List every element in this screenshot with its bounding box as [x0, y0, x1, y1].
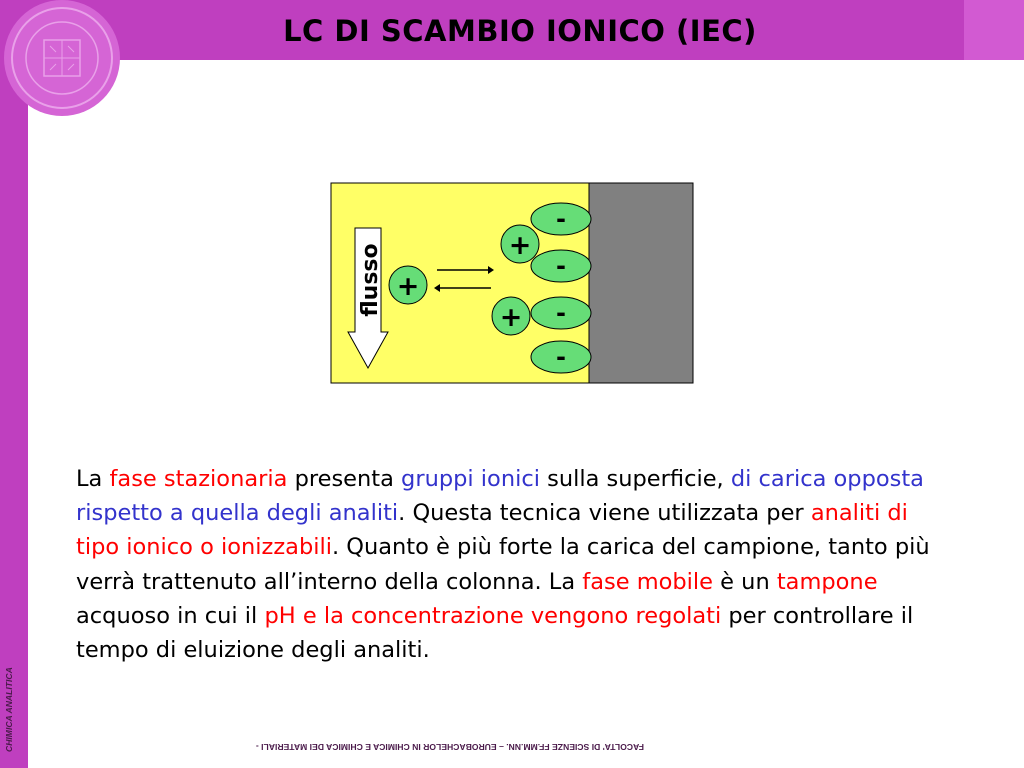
paragraph-run-highlight: di carica opposta rispetto a quella degli analiti	[76, 466, 924, 527]
fixed-anion-sign: -	[556, 343, 566, 371]
side-label-text: FACOLTA' DI SCIENZE FF.MM.NN. – EUROBACHELOR IN CHIMICA E CHIMICA DEI MATERIALI -	[255, 742, 644, 752]
mobile-cation-sign: +	[396, 271, 420, 302]
paragraph-run: è un	[713, 568, 777, 595]
fixed-anion	[531, 341, 591, 373]
paragraph-run: . Quanto è più forte la carica del campione, tanto più verrà trattenuto all’interno della colonna. La	[76, 534, 930, 595]
paragraph-run: La	[76, 466, 110, 492]
side-label-italic: CHIMICA ANALITICA	[4, 667, 14, 752]
fixed-anion	[531, 203, 591, 235]
paragraph-run-highlight: analiti di tipo ionico o ionizzabili	[76, 500, 908, 561]
paragraph-run-highlight: fase stazionaria	[109, 466, 288, 492]
mobile-cation	[389, 266, 427, 304]
body-paragraph	[76, 462, 956, 667]
flow-label: flusso	[358, 243, 383, 317]
paragraph-run-highlight: gruppi ionici	[401, 466, 540, 492]
fixed-anion-sign: -	[556, 299, 566, 327]
slide-title: LC DI SCAMBIO IONICO (IEC)	[283, 14, 757, 48]
paragraph-run-highlight: pH e la concentrazione vengono regolati	[264, 602, 722, 629]
bound-cation	[501, 225, 539, 263]
bound-cation-sign: +	[499, 302, 523, 333]
stationary-phase-wall	[589, 183, 693, 383]
paragraph-run: per controllare il tempo di eluizione degli analiti.	[76, 602, 914, 664]
bound-cation	[492, 297, 530, 335]
fixed-anion-sign: -	[556, 205, 566, 233]
paragraph-run: presenta	[287, 466, 402, 492]
fixed-anion	[531, 250, 591, 282]
paragraph-run-highlight: fase mobile	[582, 568, 714, 595]
fixed-anion	[531, 297, 591, 329]
paragraph-run-highlight: tampone	[776, 568, 878, 595]
paragraph-run: acquoso in cui il	[76, 602, 265, 629]
paragraph-run: sulla superficie,	[539, 466, 731, 492]
fixed-anion-sign: -	[556, 252, 566, 280]
paragraph-run: . Questa tecnica viene utilizzata per	[398, 500, 811, 527]
bound-cation-sign: +	[508, 230, 532, 261]
